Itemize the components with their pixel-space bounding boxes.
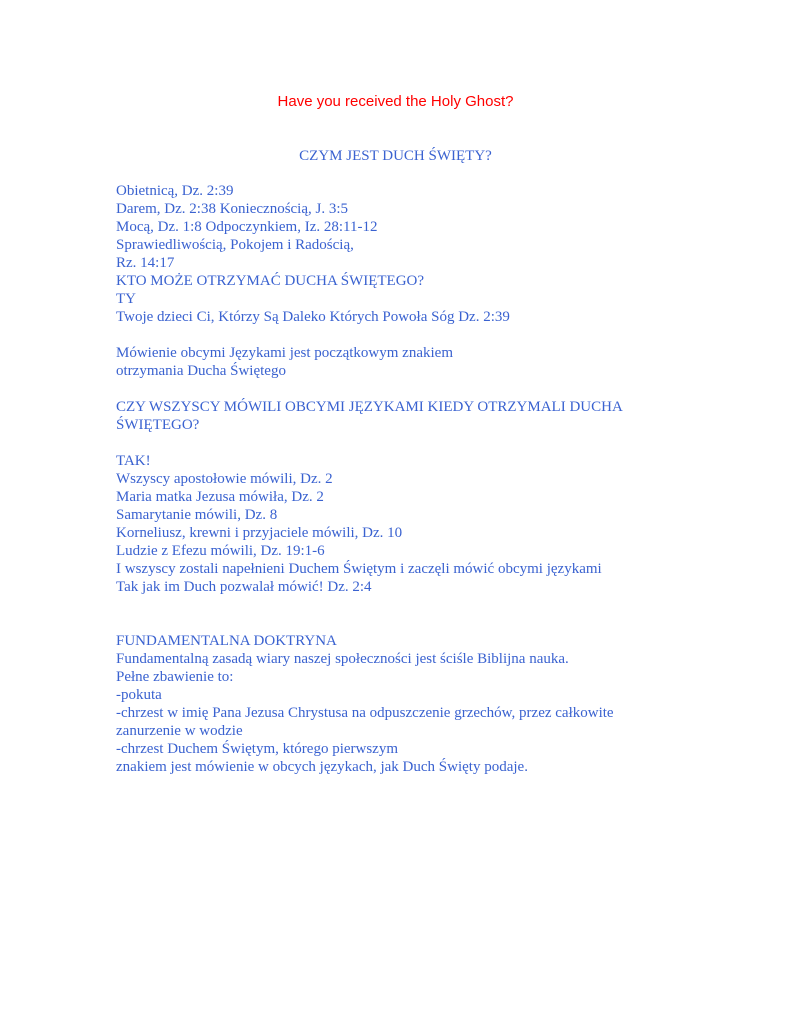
spacer bbox=[116, 596, 676, 614]
text-line: Darem, Dz. 2:38 Koniecznością, J. 3:5 bbox=[116, 201, 349, 217]
document-body bbox=[116, 182, 676, 776]
document-title: Have you received the Holy Ghost? bbox=[277, 93, 514, 110]
text-line: -pokuta bbox=[116, 687, 162, 703]
section-heading: CZYM JEST DUCH ŚWIĘTY? bbox=[299, 148, 492, 164]
text-line: Maria matka Jezusa mówiła, Dz. 2 bbox=[116, 489, 324, 505]
text-line: Korneliusz, krewni i przyjaciele mówili, Dz. 10 bbox=[116, 525, 403, 541]
text-line: Samarytanie mówili, Dz. 8 bbox=[116, 507, 278, 523]
text-line: -chrzest w imię Pana Jezusa Chrystusa na odpuszczenie grzechów, przez całkowite bbox=[116, 705, 614, 721]
text-line: Wszyscy apostołowie mówili, Dz. 2 bbox=[116, 471, 333, 487]
gifts-section bbox=[116, 182, 676, 326]
text-line: TY bbox=[116, 291, 136, 307]
text-line: FUNDAMENTALNA DOKTRYNA bbox=[116, 633, 337, 649]
text-line: Tak jak im Duch pozwalał mówić! Dz. 2:4 bbox=[116, 579, 372, 595]
text-line: Fundamentalną zasadą wiary naszej społeczności jest ściśle Biblijna nauka. bbox=[116, 651, 569, 667]
text-line: Rz. 14:17 bbox=[116, 255, 175, 271]
answer-section bbox=[116, 452, 676, 596]
spacer bbox=[116, 434, 676, 452]
question-section bbox=[116, 398, 676, 434]
text-line: Obietnicą, Dz. 2:39 bbox=[116, 183, 234, 199]
spacer bbox=[116, 380, 676, 398]
text-line: Mocą, Dz. 1:8 Odpoczynkiem, Iz. 28:11-12 bbox=[116, 219, 378, 235]
text-line: ŚWIĘTEGO? bbox=[116, 417, 200, 433]
text-line: I wszyscy zostali napełnieni Duchem Świętym i zaczęli mówić obcymi językami bbox=[116, 561, 602, 577]
text-line: Ludzie z Efezu mówili, Dz. 19:1-6 bbox=[116, 543, 325, 559]
doctrine-section bbox=[116, 632, 676, 776]
spacer bbox=[116, 614, 676, 632]
spacer bbox=[116, 326, 676, 344]
text-line: TAK! bbox=[116, 453, 151, 469]
text-line: CZY WSZYSCY MÓWILI OBCYMI JĘZYKAMI KIEDY OTRZYMALI DUCHA bbox=[116, 399, 623, 415]
text-line: -chrzest Duchem Świętym, którego pierwszym bbox=[116, 741, 399, 757]
tongues-sign-section bbox=[116, 344, 676, 380]
text-line: zanurzenie w wodzie bbox=[116, 723, 243, 739]
text-line: KTO MOŻE OTRZYMAĆ DUCHA ŚWIĘTEGO? bbox=[116, 273, 425, 289]
text-line: Sprawiedliwością, Pokojem i Radością, bbox=[116, 237, 354, 253]
text-line: otrzymania Ducha Świętego bbox=[116, 363, 286, 379]
text-line: Pełne zbawienie to: bbox=[116, 669, 234, 685]
text-line: Twoje dzieci Ci, Którzy Są Daleko Których Powoła Sóg Dz. 2:39 bbox=[116, 309, 510, 325]
text-line: znakiem jest mówienie w obcych językach, jak Duch Święty podaje. bbox=[116, 759, 528, 775]
text-line: Mówienie obcymi Językami jest początkowym znakiem bbox=[116, 345, 453, 361]
